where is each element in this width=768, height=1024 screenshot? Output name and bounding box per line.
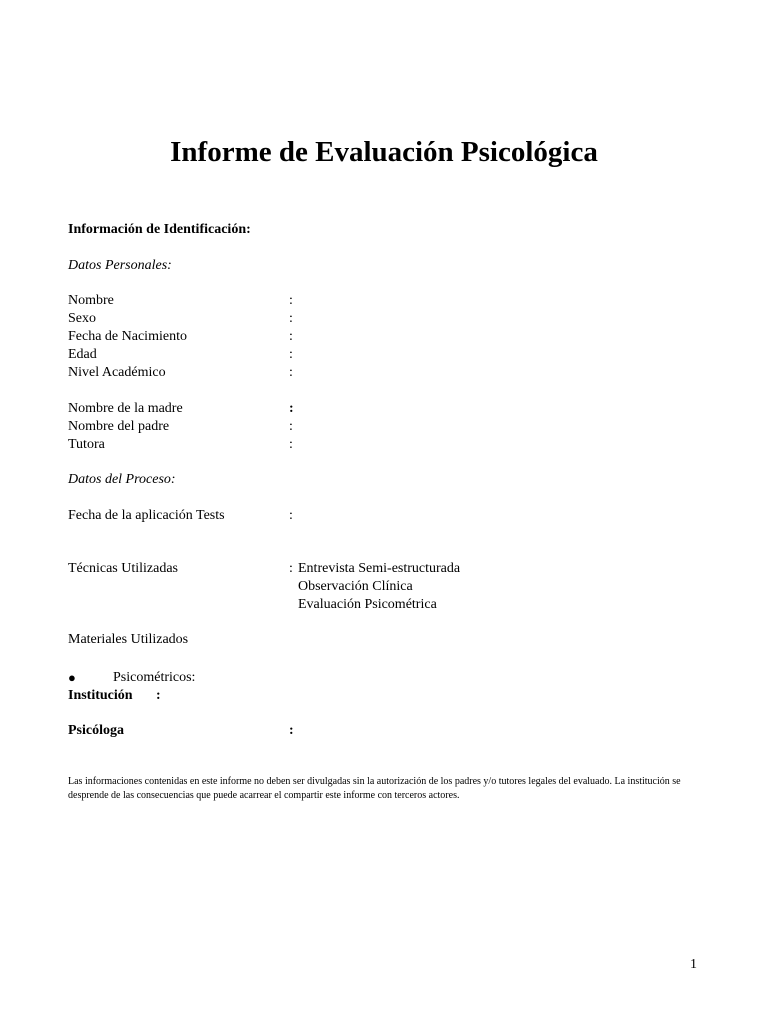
technique-item: Observación Clínica xyxy=(298,579,413,594)
identification-heading: Información de Identificación: xyxy=(68,222,251,237)
document-title: Informe de Evaluación Psicológica xyxy=(170,136,598,168)
field-label-fecha-tests: Fecha de la aplicación Tests xyxy=(68,508,225,523)
field-label-nombre: Nombre xyxy=(68,293,114,308)
page-number: 1 xyxy=(690,957,697,972)
field-label-nivel-academico: Nivel Académico xyxy=(68,365,166,380)
field-label-sexo: Sexo xyxy=(68,311,96,326)
field-separator: : xyxy=(289,508,293,523)
process-data-heading: Datos del Proceso: xyxy=(68,472,176,487)
field-label-tutora: Tutora xyxy=(68,437,105,452)
psychometric-label: Psicométricos: xyxy=(113,670,196,685)
confidentiality-disclaimer: Las informaciones contenidas en este informe no deben ser divulgadas sin la autorización de los padres y/o tutores legales del evaluado. La institución se desprende de las consecuencias que puede acarrear el compartir este informe con terceros actores. xyxy=(68,776,681,801)
personal-data-heading: Datos Personales: xyxy=(68,258,172,273)
bullet-icon: ● xyxy=(68,670,76,685)
technique-item: Evaluación Psicométrica xyxy=(298,597,437,612)
field-label-nombre-padre: Nombre del padre xyxy=(68,419,170,434)
technique-item: Entrevista Semi-estructurada xyxy=(298,561,461,576)
field-separator: : xyxy=(289,347,293,362)
field-separator: : xyxy=(289,437,293,452)
field-separator: : xyxy=(289,419,293,434)
field-separator: : xyxy=(289,293,293,308)
field-label-edad: Edad xyxy=(68,347,97,362)
field-label-nombre-madre: Nombre de la madre xyxy=(68,401,183,416)
field-label-psicologa: Psicóloga xyxy=(68,723,124,738)
field-label-tecnicas: Técnicas Utilizadas xyxy=(68,561,179,576)
field-separator: : xyxy=(289,401,294,416)
field-label-fecha-nacimiento: Fecha de Nacimiento xyxy=(68,329,187,344)
field-label-institucion: Institución xyxy=(68,688,133,703)
field-separator: : xyxy=(289,329,293,344)
field-separator: : xyxy=(289,311,293,326)
field-separator: : xyxy=(289,365,293,380)
field-separator: : xyxy=(289,561,293,576)
field-separator: : xyxy=(156,688,161,703)
field-label-materiales: Materiales Utilizados xyxy=(68,632,189,647)
field-separator: : xyxy=(289,723,294,738)
